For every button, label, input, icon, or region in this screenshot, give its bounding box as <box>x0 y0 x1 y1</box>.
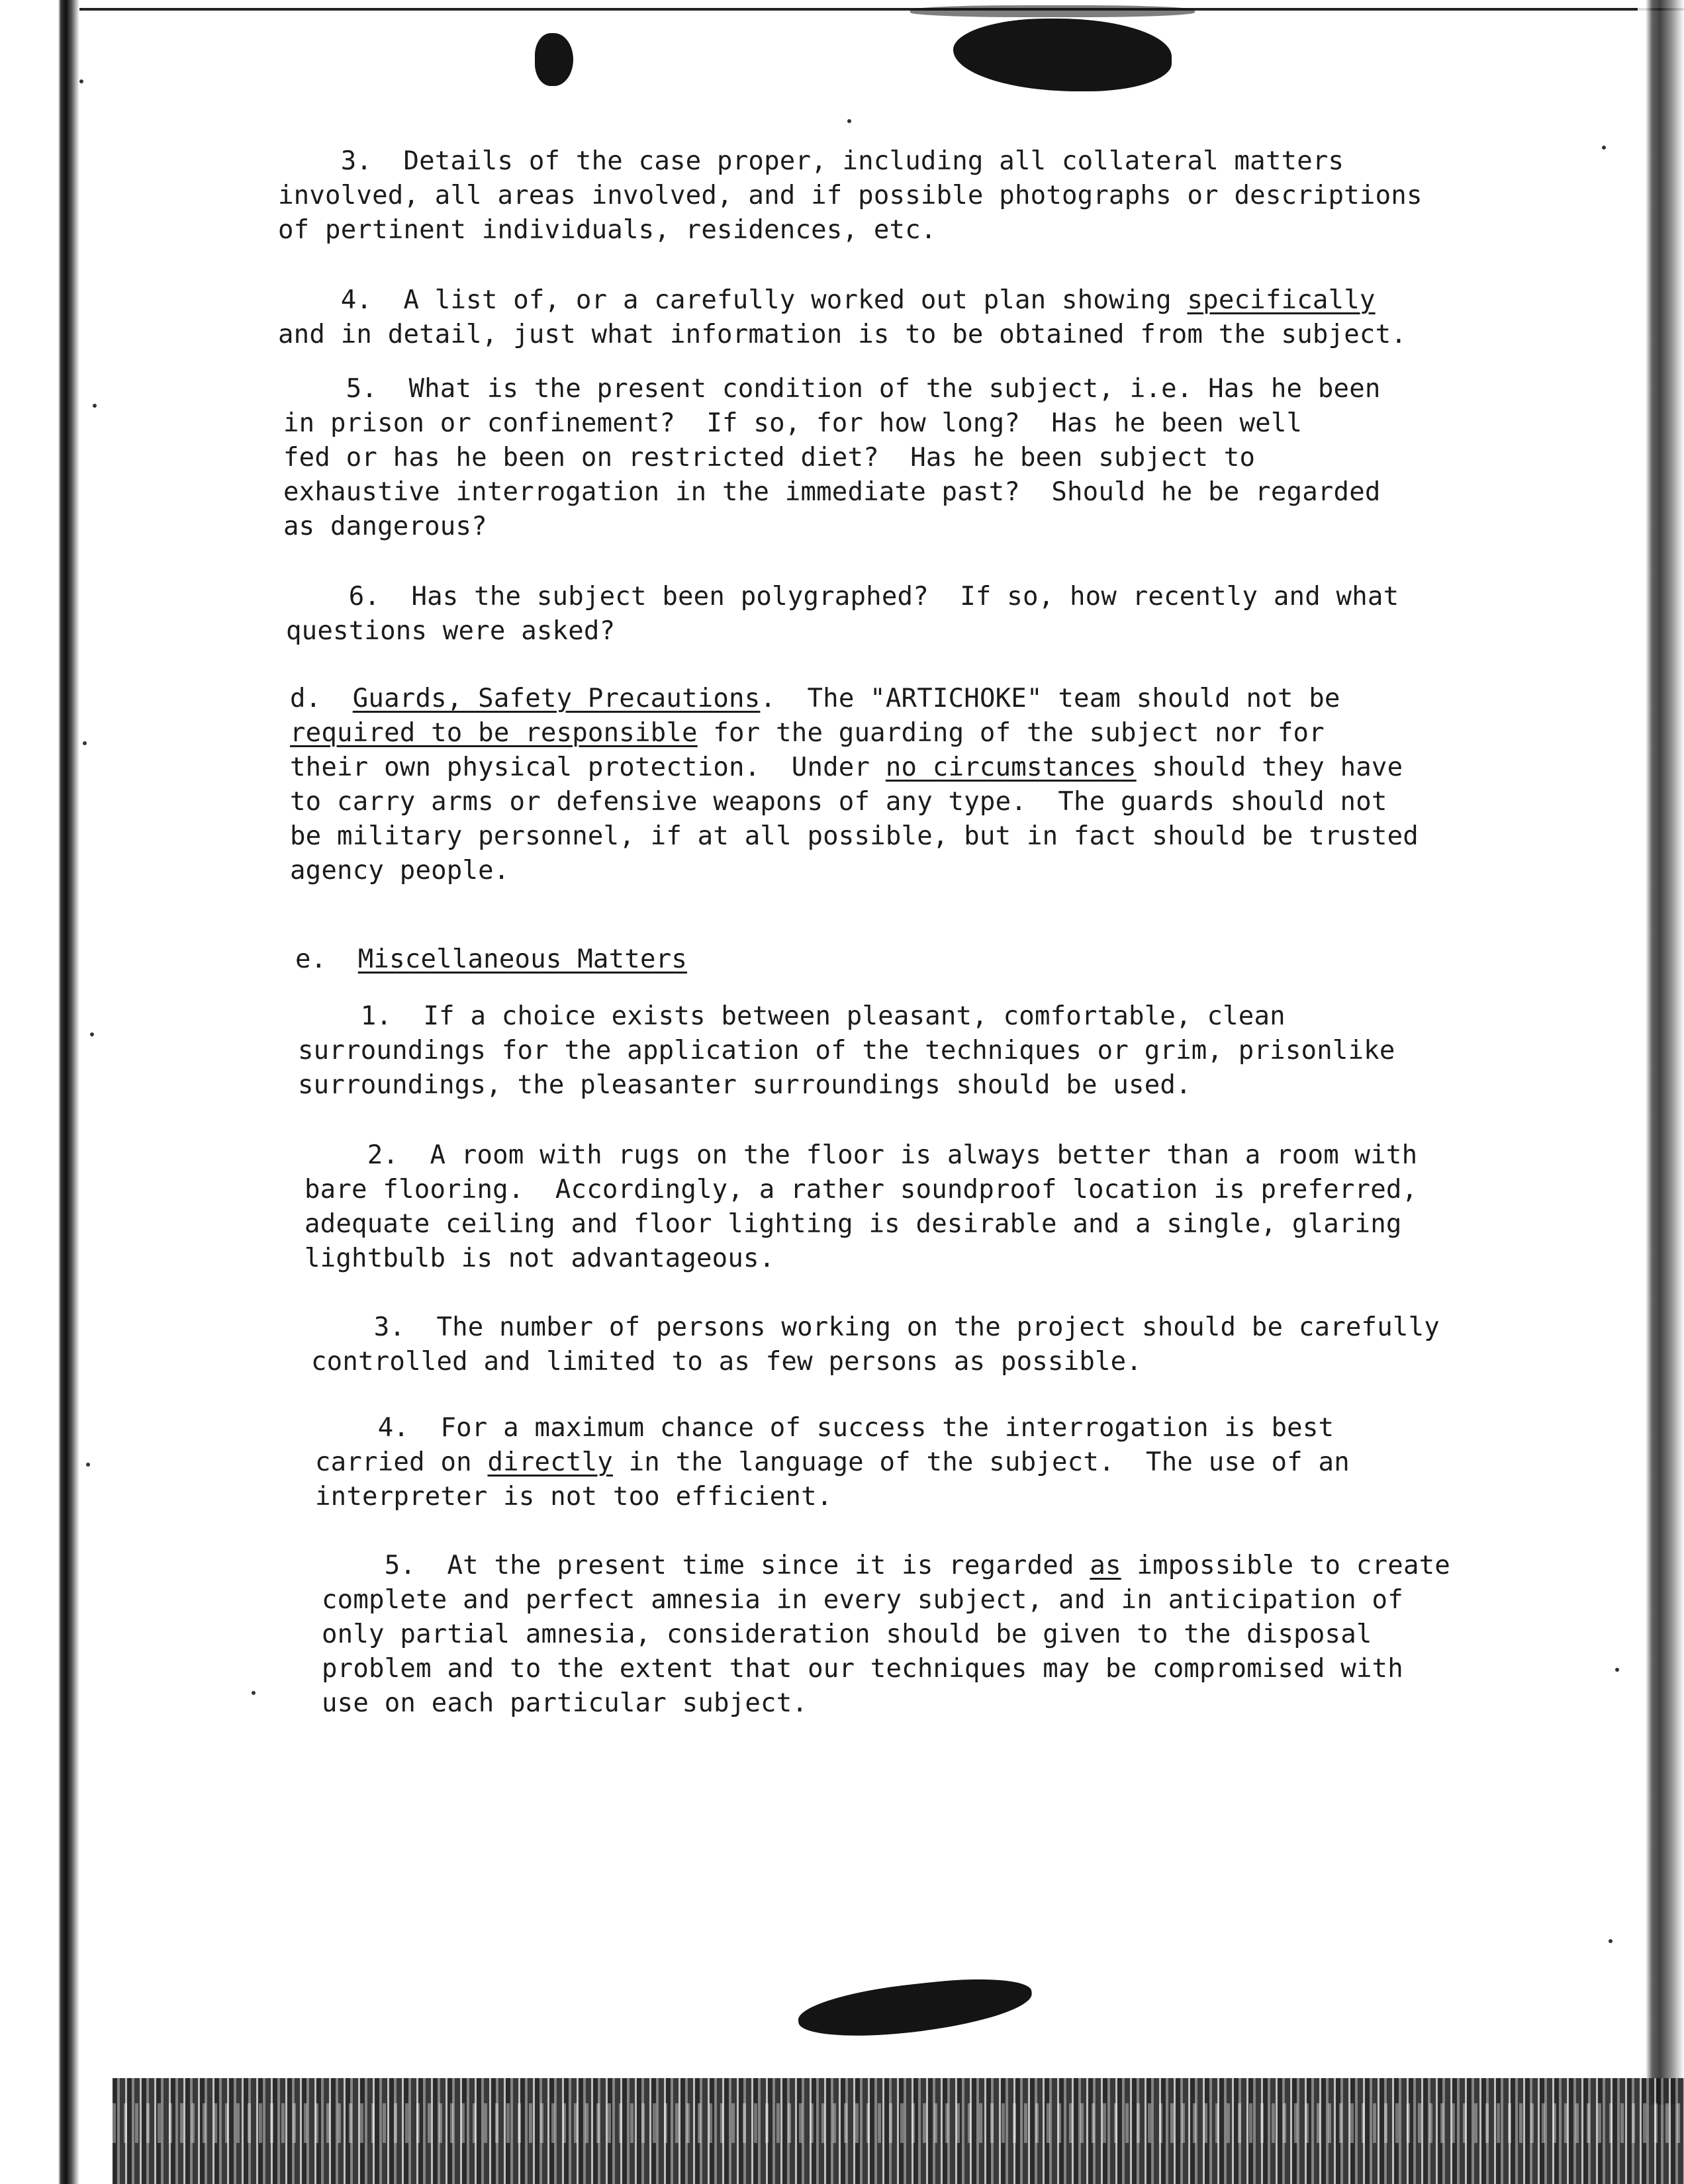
text-line <box>286 614 1399 649</box>
text-segment: problem and to the extent that our techniques may be compromised with <box>322 1654 1403 1684</box>
text-segment: their own physical protection. Under <box>290 752 886 782</box>
underlined-text: as <box>1090 1551 1121 1580</box>
punch-hole-mark <box>535 33 573 86</box>
text-segment: should they have <box>1136 752 1403 782</box>
scan-speck <box>90 1032 94 1036</box>
text-line <box>304 1173 1417 1207</box>
underlined-text: directly <box>487 1447 613 1477</box>
text-segment: 2. A room with rugs on the floor is always better than a room with <box>304 1140 1418 1170</box>
text-segment: complete and perfect amnesia in every subject, and in anticipation of <box>322 1585 1403 1615</box>
text-line <box>304 1242 1417 1276</box>
text-line <box>322 1652 1450 1686</box>
text-line <box>290 682 1419 716</box>
text-segment: use on each particular subject. <box>322 1688 808 1718</box>
text-line <box>304 1207 1417 1242</box>
right-scan-edge <box>1638 0 1684 2105</box>
paragraph-misc-3 <box>311 1310 1440 1379</box>
text-line <box>290 751 1419 785</box>
text-segment: bare flooring. Accordingly, a rather soundproof location is preferred, <box>304 1175 1418 1205</box>
text-line <box>315 1480 1350 1514</box>
text-line <box>278 213 1423 248</box>
text-segment: and in detail, just what information is to be obtained from the subject. <box>278 320 1407 349</box>
underlined-text: required to be responsible <box>290 718 698 748</box>
text-segment: involved, all areas involved, and if possible photographs or descriptions <box>278 181 1423 210</box>
scan-speck <box>1615 1668 1619 1672</box>
text-line <box>304 1138 1417 1173</box>
text-segment: 5. What is the present condition of the subject, i.e. Has he been <box>283 374 1381 404</box>
text-segment: carried on <box>315 1447 488 1477</box>
text-line <box>315 1445 1350 1480</box>
underlined-text: no circumstances <box>885 752 1137 782</box>
top-scan-rule <box>0 8 1684 11</box>
text-segment: agency people. <box>290 856 510 886</box>
text-line <box>322 1583 1450 1617</box>
text-line <box>283 475 1381 510</box>
text-line <box>283 441 1381 475</box>
text-segment: only partial amnesia, consideration should be given to the disposal <box>322 1619 1372 1649</box>
text-segment: be military personnel, if at all possible, but in fact should be trusted <box>290 821 1419 851</box>
text-line <box>278 144 1423 179</box>
text-line <box>278 318 1407 352</box>
redaction-smudge-top-faint <box>910 5 1195 17</box>
text-segment: adequate ceiling and floor lighting is desirable and a single, glaring <box>304 1209 1402 1239</box>
text-segment: fed or has he been on restricted diet? Has he been subject to <box>283 443 1256 473</box>
text-segment: impossible to create <box>1121 1551 1450 1580</box>
text-segment: in the language of the subject. The use of an <box>612 1447 1350 1477</box>
text-segment: interpreter is not too efficient. <box>315 1482 833 1512</box>
text-line <box>298 1068 1395 1103</box>
text-line <box>290 854 1419 888</box>
text-line <box>322 1686 1450 1721</box>
text-line <box>322 1617 1450 1652</box>
section-heading-e <box>295 942 687 977</box>
text-segment: of pertinent individuals, residences, etc. <box>278 215 937 245</box>
text-line <box>315 1411 1350 1445</box>
left-scan-edge <box>0 0 79 2184</box>
text-segment: 3. Details of the case proper, including all collateral matters <box>278 146 1344 176</box>
text-segment: e. <box>295 944 358 974</box>
text-segment: 6. Has the subject been polygraphed? If so, how recently and what <box>286 582 1399 612</box>
text-line <box>278 179 1423 213</box>
text-line <box>311 1310 1440 1345</box>
scan-speck <box>1602 146 1606 150</box>
text-segment: exhaustive interrogation in the immediate past? Should he be regarded <box>283 477 1381 507</box>
paragraph-misc-4 <box>315 1411 1350 1514</box>
underlined-text: specifically <box>1187 285 1376 315</box>
text-segment: controlled and limited to as few persons as possible. <box>311 1347 1143 1377</box>
text-line <box>298 999 1395 1034</box>
text-segment: 4. For a maximum chance of success the interrogation is best <box>315 1413 1334 1443</box>
paragraph-misc-5 <box>322 1549 1450 1721</box>
paragraph-item-4 <box>278 283 1407 352</box>
text-segment: 5. At the present time since it is regarded <box>322 1551 1090 1580</box>
text-segment: . The "ARTICHOKE" team should not be <box>760 684 1340 713</box>
scan-speck <box>93 404 97 408</box>
text-segment: for the guarding of the subject nor for <box>697 718 1325 748</box>
text-segment: 3. The number of persons working on the project should be carefully <box>311 1312 1440 1342</box>
text-segment: surroundings for the application of the techniques or grim, prisonlike <box>298 1036 1395 1066</box>
text-line <box>295 942 687 977</box>
underlined-text: Miscellaneous Matters <box>357 944 688 974</box>
scan-speck <box>847 119 851 123</box>
scan-speck <box>83 741 87 745</box>
text-line <box>283 406 1381 441</box>
paragraph-misc-1 <box>298 999 1395 1103</box>
scan-speck <box>1609 1939 1613 1943</box>
text-line <box>290 819 1419 854</box>
text-line <box>283 510 1381 544</box>
text-line <box>283 372 1381 406</box>
underlined-text: Guards, Safety Precautions <box>352 684 761 713</box>
paragraph-item-3 <box>278 144 1423 248</box>
text-line <box>278 283 1407 318</box>
text-segment: as dangerous? <box>283 512 487 541</box>
text-segment: 1. If a choice exists between pleasant, comfortable, clean <box>298 1001 1286 1031</box>
text-line <box>322 1549 1450 1583</box>
text-line <box>286 580 1399 614</box>
bottom-scan-noise-texture <box>113 2103 1684 2143</box>
text-segment: in prison or confinement? If so, for how long? Has he been well <box>283 408 1303 438</box>
text-line <box>298 1034 1395 1068</box>
text-segment: d. <box>290 684 353 713</box>
text-line <box>290 716 1419 751</box>
text-segment: surroundings, the pleasanter surroundings should be used. <box>298 1070 1192 1100</box>
scan-speck <box>252 1691 256 1695</box>
text-segment: lightbulb is not advantageous. <box>304 1244 775 1273</box>
redaction-smudge-bottom <box>796 1972 1035 2044</box>
paragraph-misc-2 <box>304 1138 1417 1276</box>
text-segment: 4. A list of, or a carefully worked out plan showing <box>278 285 1188 315</box>
text-line <box>311 1345 1440 1379</box>
text-segment: questions were asked? <box>286 616 616 646</box>
paragraph-section-d <box>290 682 1419 888</box>
paragraph-item-6 <box>286 580 1399 649</box>
scan-speck <box>86 1463 90 1467</box>
paragraph-item-5 <box>283 372 1381 544</box>
text-segment: to carry arms or defensive weapons of any type. The guards should not <box>290 787 1387 817</box>
scan-speck <box>79 79 83 83</box>
redaction-smudge-top <box>953 19 1172 91</box>
text-line <box>290 785 1419 819</box>
